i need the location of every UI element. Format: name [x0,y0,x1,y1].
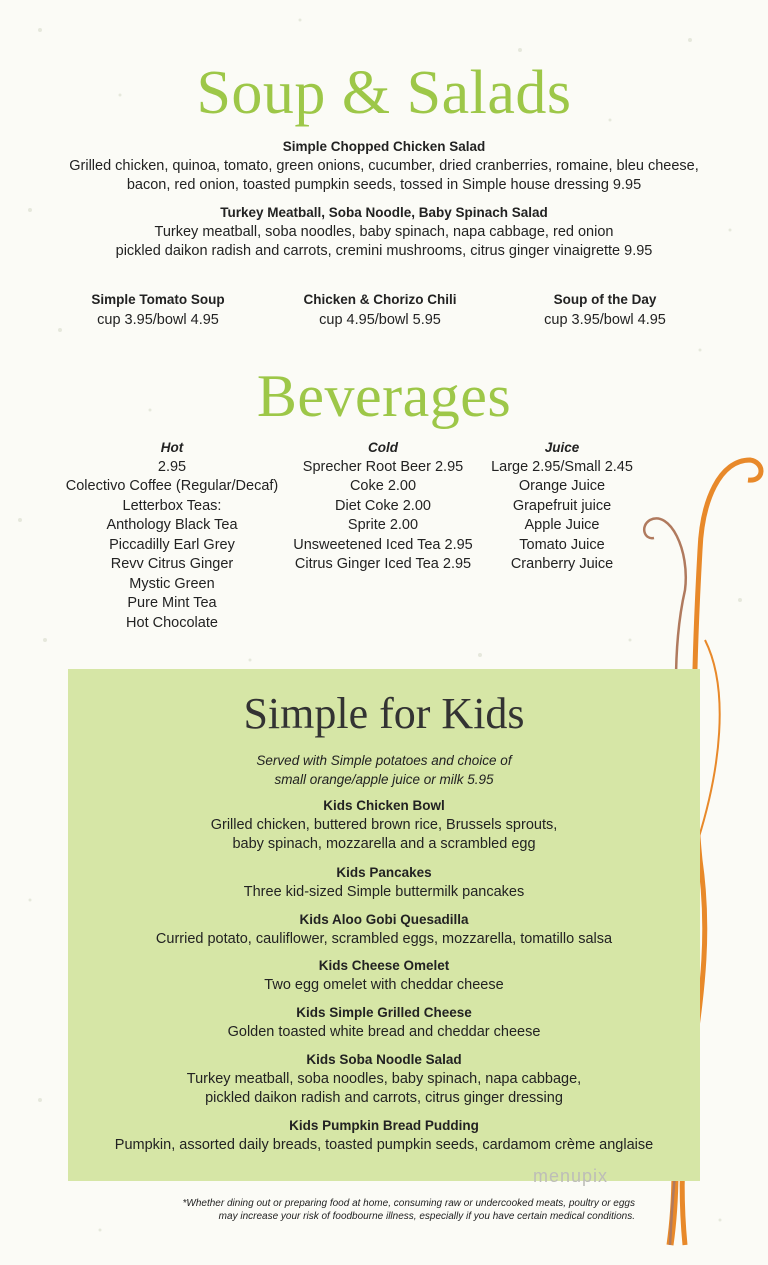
kids-item [68,910,700,949]
kids-item-desc: pickled daikon radish and carrots, citrus ginger dressing [205,1090,563,1106]
beverage-item: Letterbox Teas: [122,497,222,514]
beverage-column-hot [52,438,292,633]
beverage-item: Cranberry Juice [510,556,614,572]
salad-desc: bacon, red onion, toasted pumpkin seeds, tossed in Simple house dressing 9.95 [126,177,642,193]
soup-name: Simple Tomato Soup [91,292,225,307]
kids-title: Simple for Kids [243,689,525,738]
kids-item-name: Kids Pumpkin Bread Pudding [289,1118,479,1133]
beverage-item: Citrus Ginger Iced Tea 2.95 [294,556,472,572]
beverage-item: Revv Citrus Ginger [110,556,234,572]
beverage-column-head: Hot [160,440,184,455]
soup-item [485,290,725,330]
kids-item-name: Kids Soba Noodle Salad [306,1052,462,1067]
beverage-item: Hot Chocolate [126,614,218,631]
kids-intro-line: small orange/apple juice or milk 5.95 [274,772,494,787]
kids-item [68,1003,700,1042]
kids-item [68,956,700,995]
kids-item-desc: Curried potato, cauliflower, scrambled eggs, mozzarella, tomatillo salsa [155,930,613,947]
kids-item-name: Kids Simple Grilled Cheese [296,1005,472,1020]
beverage-item: Orange Juice [518,478,606,494]
beverage-item: Sprite 2.00 [347,517,419,533]
watermark: menupix [533,1166,609,1186]
beverage-item: Colectivo Coffee (Regular/Decaf) [65,478,279,494]
kids-item-desc: Three kid-sized Simple buttermilk pancakes [243,883,525,900]
beverage-item: Pure Mint Tea [127,595,217,611]
soup-price: cup 3.95/bowl 4.95 [544,312,666,328]
soup-item [260,290,500,330]
beverages-title: Beverages [256,363,512,429]
beverage-column-head: Cold [368,440,398,455]
disclaimer-line: may increase your risk of foodbourne illness, especially if you have certain medical conditions. [218,1211,635,1222]
salad-item [0,137,768,196]
salad-desc: Grilled chicken, quinoa, tomato, green onions, cucumber, dried cranberries, romaine, bleu cheese, [69,157,699,174]
soup-item [38,290,278,330]
beverage-column-head: Juice [544,440,580,455]
salad-desc: pickled daikon radish and carrots, cremini mushrooms, citrus ginger vinaigrette 9.95 [115,243,653,259]
disclaimer-line: *Whether dining out or preparing food at home, consuming raw or undercooked meats, poultry or eggs [182,1198,635,1209]
beverage-item: Apple Juice [524,517,600,533]
kids-item-desc: Pumpkin, assorted daily breads, toasted pumpkin seeds, cardamom crème anglaise [114,1136,654,1153]
soup-name: Soup of the Day [553,292,657,307]
kids-item [68,863,700,902]
beverage-item: Diet Coke 2.00 [335,497,431,514]
beverage-item: Large 2.95/Small 2.45 [491,458,633,475]
salad-desc: Turkey meatball, soba noodles, baby spinach, napa cabbage, red onion [154,223,614,240]
kids-item-name: Kids Cheese Omelet [318,958,450,973]
beverage-item: Anthology Black Tea [106,517,238,533]
kids-item-desc: baby spinach, mozzarella and a scrambled egg [232,836,536,852]
soup-price: cup 4.95/bowl 5.95 [319,312,441,328]
beverage-item: Grapefruit juice [512,497,612,514]
kids-item-desc: Two egg omelet with cheddar cheese [264,976,504,993]
kids-item-desc: Grilled chicken, buttered brown rice, Brussels sprouts, [210,816,558,833]
kids-item-name: Kids Aloo Gobi Quesadilla [299,912,469,927]
beverage-item: 2.95 [157,458,187,475]
salad-name: Turkey Meatball, Soba Noodle, Baby Spinach Salad [220,205,548,220]
beverage-item: Mystic Green [129,575,215,592]
kids-item-desc: Turkey meatball, soba noodles, baby spinach, napa cabbage, [186,1070,582,1087]
soup-price: cup 3.95/bowl 4.95 [97,312,219,328]
kids-item [68,796,700,855]
beverage-item: Unsweetened Iced Tea 2.95 [293,536,473,553]
beverage-item: Piccadilly Earl Grey [109,536,235,553]
beverage-item: Sprecher Root Beer 2.95 [302,458,464,475]
food-safety-disclaimer [100,1197,635,1223]
beverage-column-juice [442,438,682,575]
salad-name: Simple Chopped Chicken Salad [282,139,486,154]
salad-item [0,203,768,262]
beverage-item: Tomato Juice [519,536,605,553]
kids-intro-line: Served with Simple potatoes and choice of [256,753,512,768]
kids-item [68,1116,700,1155]
kids-intro [68,751,700,789]
kids-item [68,1050,700,1109]
beverage-item: Coke 2.00 [349,478,417,494]
soup-salads-title: Soup & Salads [196,59,572,127]
kids-item-desc: Golden toasted white bread and cheddar cheese [227,1023,541,1040]
soup-name: Chicken & Chorizo Chili [303,292,457,307]
kids-item-name: Kids Pancakes [336,865,432,880]
kids-item-name: Kids Chicken Bowl [323,798,445,813]
